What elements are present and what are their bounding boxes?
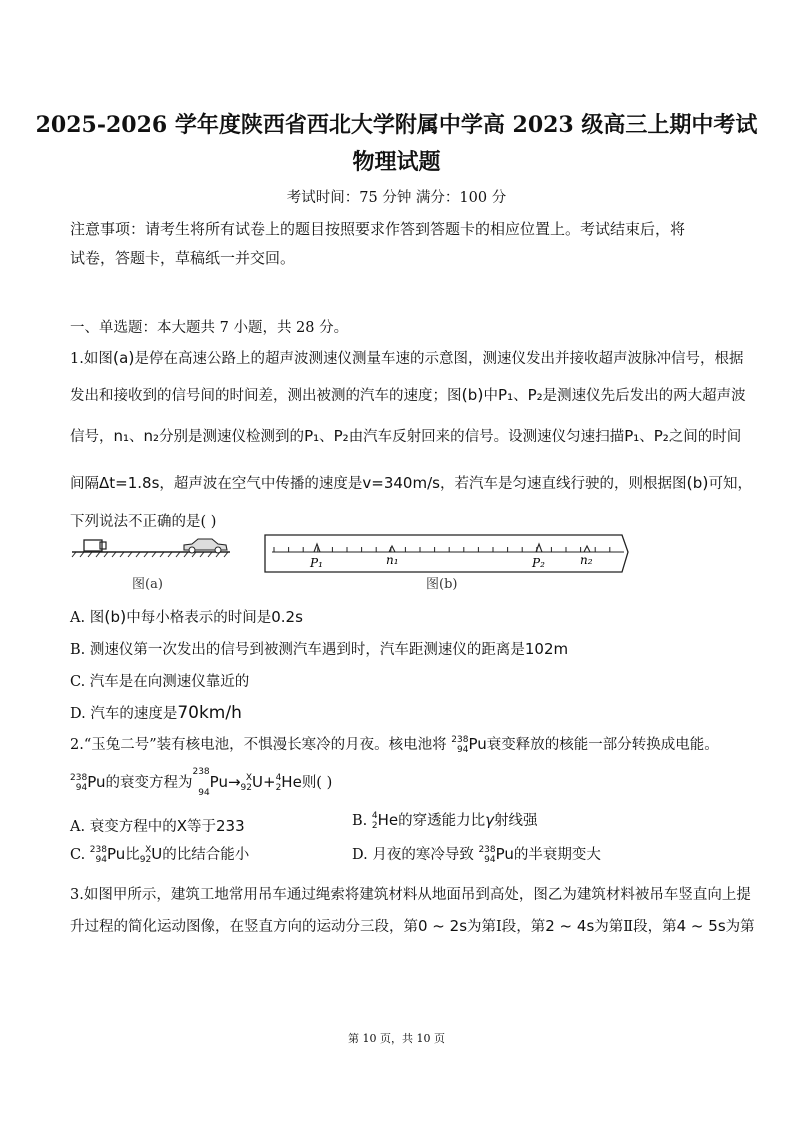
q2-line-2: [70, 768, 730, 798]
element-symbol: Pu: [106, 845, 126, 863]
q3-line-2: [70, 915, 755, 936]
option-text: A. 衰变方程中的: [70, 819, 177, 835]
element-symbol: Pu: [468, 735, 487, 753]
fig-ref-b: (b): [461, 385, 484, 404]
fig-ref-b: (b): [686, 473, 709, 492]
fig-ref-b: (b): [104, 607, 127, 626]
q1-line-5: 下列说法不正确的是( ): [70, 514, 217, 530]
element-symbol: U: [151, 845, 163, 863]
q1-line-4: [70, 472, 752, 493]
q1-text: 中: [483, 388, 499, 404]
q1-text: 可知，: [708, 476, 752, 492]
element-symbol: Pu: [209, 773, 228, 791]
q2-option-a[interactable]: [70, 815, 350, 836]
mass-number: 238: [89, 844, 107, 855]
sym-v: v=340m/s: [362, 474, 440, 492]
sym-p2: P₂: [333, 427, 349, 445]
option-value: 102m: [524, 640, 569, 658]
option-value: X: [176, 817, 187, 835]
q1-text: 、: [319, 429, 334, 445]
sym-p2: P₂: [527, 386, 543, 404]
q1-text: 由汽车反射回来的信号。设测速仪匀速扫描: [348, 429, 625, 445]
q3-text: 为第: [725, 919, 755, 935]
atomic-number: 94: [457, 744, 469, 755]
q1-text: 是停在高速公路上的超声波测速仪测量车速的示意图，测速仪发出并接收超声波脉冲信号，根据: [134, 351, 744, 367]
fig-b-sym: b: [110, 608, 120, 626]
q1-text: 间隔: [70, 476, 99, 492]
element-symbol: He: [281, 773, 302, 791]
option-text: 中每小格表示的时间是: [126, 610, 272, 626]
isotope-pu: [478, 846, 495, 865]
fig-a-caption: 图(a): [132, 577, 163, 592]
sym-p1: P₁: [498, 386, 514, 404]
option-value: 233: [215, 817, 245, 835]
element-symbol: U: [252, 773, 263, 791]
isotope-he: [276, 774, 282, 793]
q1-line-2: [70, 384, 746, 405]
q1-text: ，超声波在空气中传播的速度是: [159, 476, 363, 492]
label-n2: n₂: [580, 553, 593, 567]
time-range: 2 ~ 4s: [545, 917, 595, 935]
time-range: 0 ~ 2s: [418, 917, 468, 935]
q1-line-3: [70, 425, 742, 446]
element-symbol: Pu: [495, 845, 514, 863]
q2-text: 衰变释放的核能一部分转换成电能。: [486, 737, 719, 753]
element-symbol: Pu: [87, 773, 106, 791]
q2-option-b[interactable]: [352, 809, 538, 831]
mass-number: X: [145, 844, 152, 855]
isotope-he: [372, 812, 378, 831]
atomic-number: 92: [240, 782, 252, 793]
notice-line-2: 试卷，答题卡，草稿纸一并交回。: [70, 249, 296, 267]
label-p1: P₁: [310, 556, 323, 570]
sym-n1: n₁: [113, 427, 130, 445]
q1-option-d[interactable]: [70, 702, 730, 723]
figure-b: [262, 532, 634, 598]
atomic-number: 92: [139, 854, 152, 865]
q1-option-a[interactable]: [70, 606, 730, 627]
section-heading: 一、单选题：本大题共 7 小题，共 28 分。: [70, 320, 349, 336]
mass-number: 4: [371, 810, 378, 821]
q1-line-1: [70, 347, 744, 368]
q1-text: 1.如图: [70, 351, 113, 367]
option-text: 射线强: [494, 813, 538, 829]
element-symbol: He: [377, 811, 399, 829]
q1-text: 、: [513, 388, 528, 404]
fig-b-sym: b: [692, 474, 703, 492]
isotope-pu: [90, 846, 107, 865]
q3-text: 为第Ⅰ段，第: [467, 919, 546, 935]
fig-b-sym: b: [467, 386, 478, 404]
option-text: 等于: [186, 819, 216, 835]
mass-number: 238: [478, 844, 496, 855]
pulse-n2: [584, 546, 590, 552]
option-value: γ: [485, 811, 495, 829]
atomic-number: 94: [95, 854, 107, 865]
isotope-u: [140, 846, 151, 865]
isotope-u: [241, 774, 252, 793]
q1-text: 信号，: [70, 429, 114, 445]
pulse-p1: [314, 544, 320, 552]
q2-text: 2.“玉兔二号”装有核电池，不惧漫长寒冷的月夜。核电池将: [70, 737, 447, 753]
exam-info: 考试时间：75 分钟 满分：100 分: [286, 190, 507, 206]
page-subtitle: 物理试题: [352, 149, 441, 175]
atomic-number: 94: [198, 788, 210, 798]
mass-number: 238: [70, 772, 88, 783]
q1-text: 发出和接收到的信号间的时间差，测出被测的汽车的速度；图: [70, 388, 462, 404]
sym-n2: n₂: [143, 427, 160, 445]
mass-number: X: [245, 772, 252, 783]
label-p2: P₂: [532, 556, 545, 570]
q2-text: 的衰变方程为: [105, 775, 193, 791]
q1-text: 是测速仪先后发出的两大超声波: [542, 388, 746, 404]
isotope-pu: [192, 768, 209, 798]
option-text: 的穿透能力比: [398, 813, 486, 829]
isotope-pu: [451, 736, 468, 755]
q2-option-c[interactable]: [70, 843, 350, 865]
sym-p1: P₁: [624, 427, 640, 445]
notice-line-1: 注意事项：请考生将所有试卷上的题目按照要求作答到答题卡的相应位置上。考试结束后，将: [70, 220, 686, 238]
option-text: 的半衰期变大: [513, 847, 601, 863]
fig-ref-a: (a): [112, 348, 135, 367]
road-hatching: [72, 552, 228, 557]
atomic-number: 94: [75, 782, 88, 793]
option-text: B.: [352, 813, 372, 829]
option-text: D. 月夜的寒冷导致: [352, 847, 479, 863]
isotope-pu: [70, 774, 87, 793]
option-text: D. 汽车的速度是: [70, 706, 178, 722]
atomic-number: 2: [275, 782, 282, 793]
option-value: 0.2s: [271, 608, 303, 626]
mass-number: 4: [275, 772, 282, 783]
figure-a: [70, 532, 240, 598]
page-title: 2025-2026 学年度陕西省西北大学附属中学高 2023 级高三上期中考试: [35, 112, 758, 138]
mass-number: 238: [192, 767, 210, 777]
sym-p2: P₂: [653, 427, 669, 445]
q1-option-b[interactable]: [70, 638, 730, 659]
pulse-n1: [389, 546, 395, 552]
option-text: 的比结合能小: [162, 847, 250, 863]
option-text: B. 测速仪第一次发出的信号到被测汽车遇到时，汽车距测速仪的距离是: [70, 642, 525, 658]
atomic-number: 2: [371, 820, 378, 831]
sym-p1: P₁: [304, 427, 320, 445]
fig-b-caption: 图(b): [426, 577, 458, 592]
sym-dt: Δt=1.8s: [99, 474, 160, 492]
q1-text: 之间的时间: [668, 429, 742, 445]
time-range: 4 ~ 5s: [676, 917, 726, 935]
q2-line-1: [70, 733, 730, 755]
atomic-number: 94: [484, 854, 496, 865]
q1-text: 分别是测速仪检测到的: [159, 429, 305, 445]
q3-text: 升过程的简化运动图像，在竖直方向的运动分三段，第: [70, 919, 418, 935]
scale-ticks: [274, 547, 610, 552]
page-number: 第 10 页，共 10 页: [348, 1032, 445, 1045]
speed-meter-icon: [84, 540, 106, 551]
q1-text: 、: [639, 429, 654, 445]
option-text: A. 图: [70, 610, 105, 626]
plus-sign: +: [262, 773, 276, 791]
option-text: C.: [70, 847, 90, 863]
fig-a-sym: a: [119, 349, 129, 367]
car-icon: [184, 539, 227, 553]
q1-text: ，若汽车是匀速直线行驶的，则根据图: [439, 476, 687, 492]
arrow-icon: →: [227, 773, 241, 791]
q1-option-c[interactable]: C. 汽车是在向测速仪靠近的: [70, 674, 250, 690]
q3-text: 为第Ⅱ段，第: [594, 919, 677, 935]
q1-text: 、: [129, 429, 144, 445]
option-text: 比: [125, 847, 140, 863]
option-value: 70km/h: [177, 703, 242, 723]
mass-number: 238: [451, 734, 469, 745]
q3-line-1: 3.如图甲所示，建筑工地常用吊车通过绳索将建筑材料从地面吊到高处，图乙为建筑材料被吊车竖直向上提: [70, 887, 751, 903]
q2-option-d[interactable]: [352, 843, 601, 865]
q2-text: 则( ): [301, 775, 333, 791]
label-n1: n₁: [386, 553, 399, 567]
